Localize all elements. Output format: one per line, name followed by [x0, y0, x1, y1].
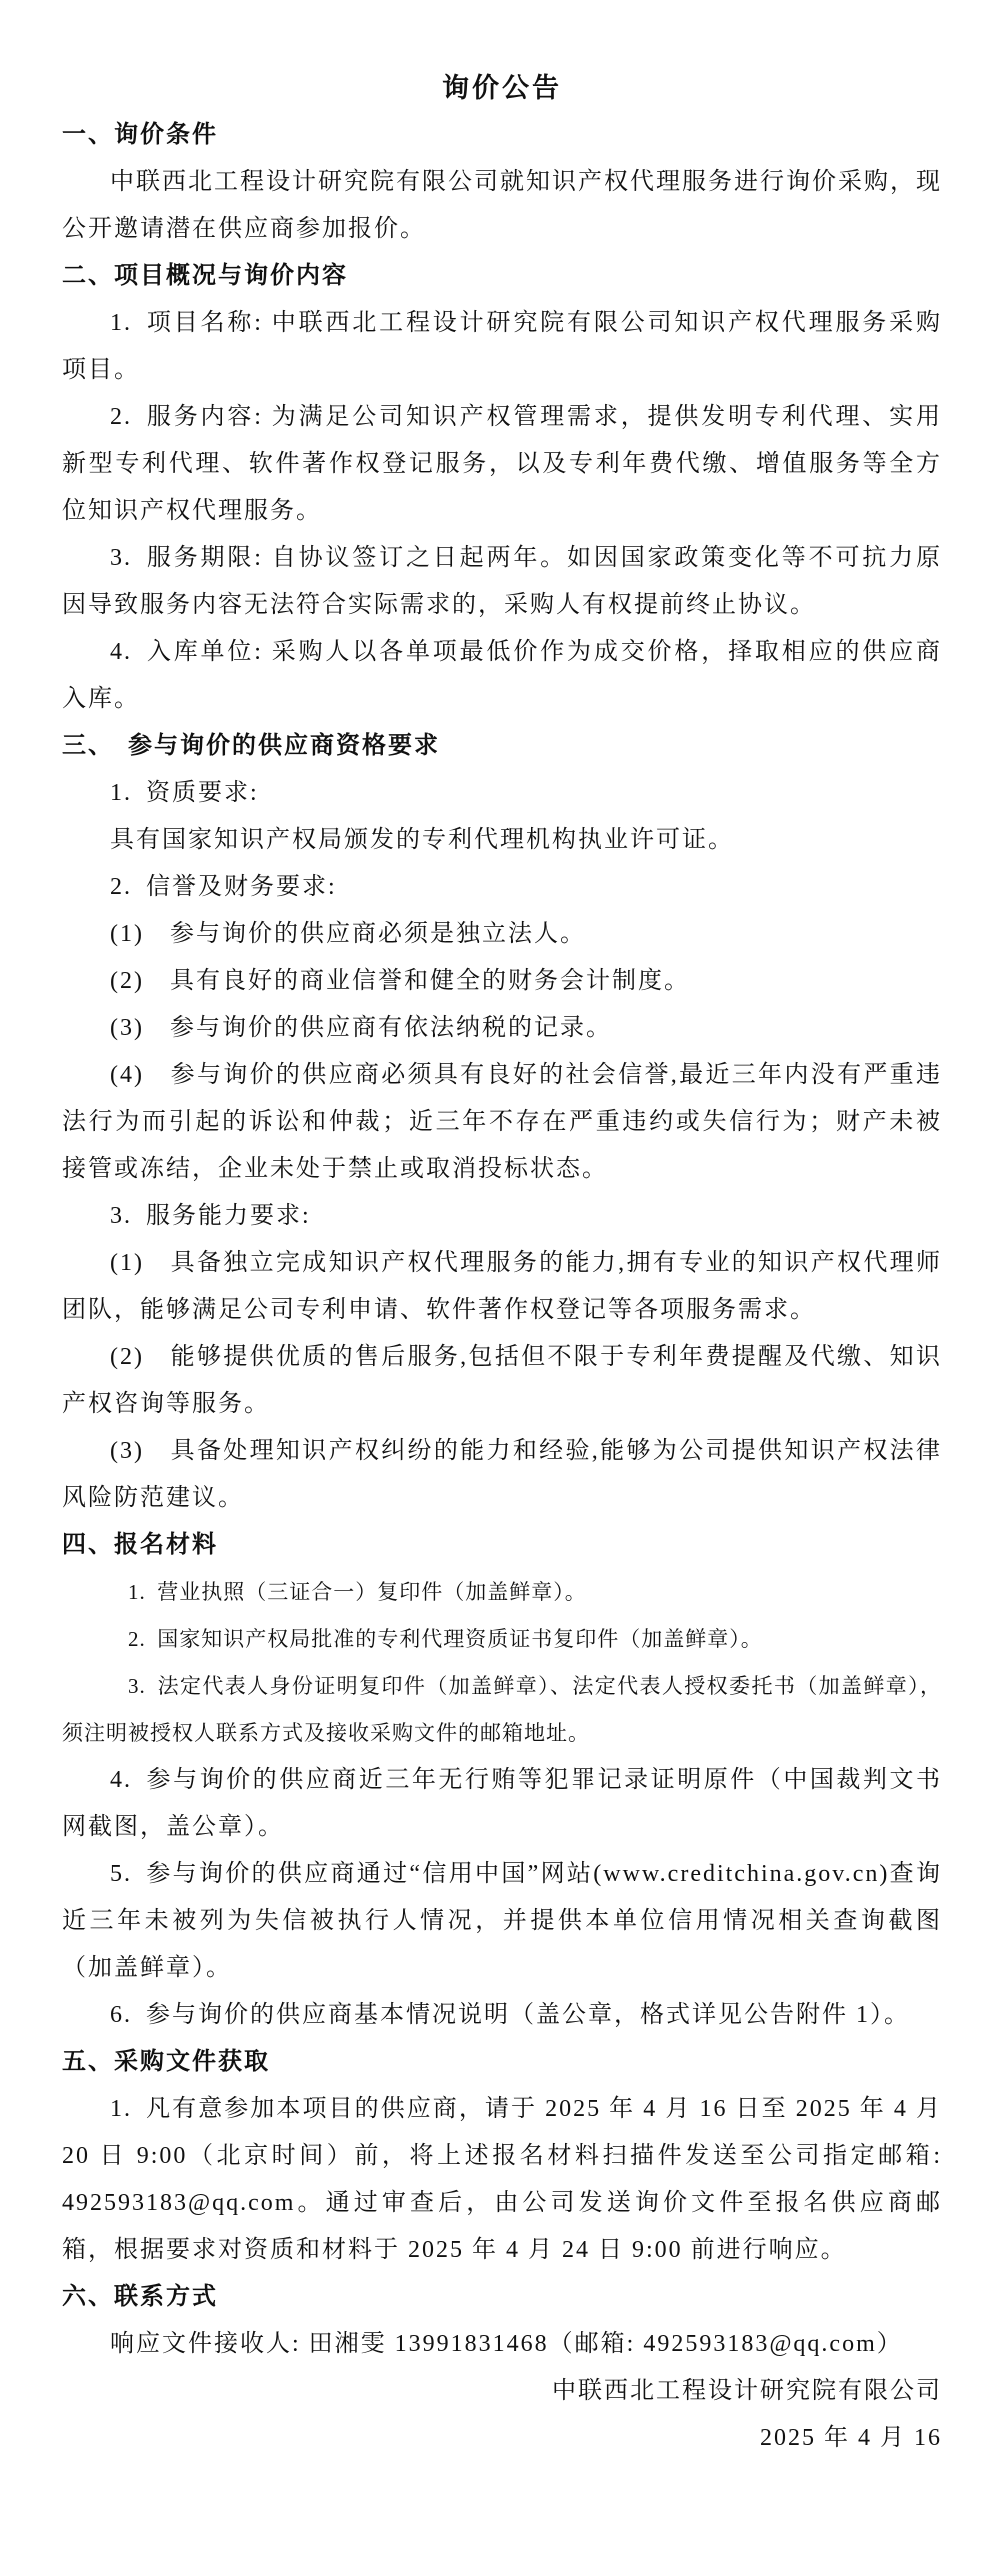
- paragraph: 1. 凡有意参加本项目的供应商，请于 2025 年 4 月 16 日至 2025 年 4 月 20 日 9:00（北京时间）前，将上述报名材料扫描件发送至公司指定邮箱: 492593183@qq.com。通过审查后，由公司发送询价文件至报名供应商邮箱，根据要求对资质和材料于 2025 年 4 月 24 日 9:00 前进行响应。: [62, 2096, 942, 2263]
- fine-print-item: 1. 营业执照（三证合一）复印件（加盖鲜章）。: [128, 1580, 587, 1604]
- paragraph: 6. 参与询价的供应商基本情况说明（盖公章，格式详见公告附件 1）。: [110, 2002, 910, 2028]
- paragraph: 2. 服务内容: 为满足公司知识产权管理需求，提供发明专利代理、实用新型专利代理、软件著作权登记服务，以及专利年费代缴、增值服务等全方位知识产权代理服务。: [62, 404, 942, 524]
- paragraph: 响应文件接收人: 田湘雯 13991831468（邮箱: 492593183@qq.com）: [110, 2331, 903, 2357]
- paragraph: 3. 服务期限: 自协议签订之日起两年。如因国家政策变化等不可抗力原因导致服务内容无法符合实际需求的，采购人有权提前终止协议。: [62, 545, 942, 618]
- paragraph: (2) 具有良好的商业信誉和健全的财务会计制度。: [110, 968, 690, 994]
- company-signature-line: 中联西北工程设计研究院有限公司: [552, 2378, 942, 2404]
- paragraph: 4. 入库单位: 采购人以各单项最低价作为成交价格，择取相应的供应商入库。: [62, 639, 942, 712]
- section-heading: 一、询价条件: [62, 122, 218, 148]
- fine-print-item: 2. 国家知识产权局批准的专利代理资质证书复印件（加盖鲜章）。: [128, 1627, 763, 1651]
- paragraph: (1) 具备独立完成知识产权代理服务的能力,拥有专业的知识产权代理师团队，能够满足公司专利申请、软件著作权登记等各项服务需求。: [62, 1250, 942, 1323]
- paragraph: 1. 项目名称: 中联西北工程设计研究院有限公司知识产权代理服务采购项目。: [62, 310, 942, 383]
- paragraph: 3. 服务能力要求:: [110, 1203, 311, 1229]
- doc-body: [62, 112, 942, 2462]
- paragraph: 具有国家知识产权局颁发的专利代理机构执业许可证。: [110, 827, 734, 853]
- section-heading: 三、 参与询价的供应商资格要求: [62, 733, 440, 759]
- paragraph: 1. 资质要求:: [110, 780, 259, 806]
- section-heading: 四、报名材料: [62, 1532, 218, 1558]
- paragraph: (2) 能够提供优质的售后服务,包括但不限于专利年费提醒及代缴、知识产权咨询等服务。: [62, 1344, 942, 1417]
- paragraph: 5. 参与询价的供应商通过“信用中国”网站(www.creditchina.gov.cn)查询近三年未被列为失信被执行人情况，并提供本单位信用情况相关查询截图（加盖鲜章）。: [62, 1861, 942, 1981]
- paragraph: (3) 参与询价的供应商有依法纳税的记录。: [110, 1015, 612, 1041]
- section-heading: 二、项目概况与询价内容: [62, 263, 348, 289]
- paragraph: (4) 参与询价的供应商必须具有良好的社会信誉,最近三年内没有严重违法行为而引起的诉讼和仲裁；近三年不存在严重违约或失信行为；财产未被接管或冻结，企业未处于禁止或取消投标状态。: [62, 1062, 942, 1182]
- paragraph: 中联西北工程设计研究院有限公司就知识产权代理服务进行询价采购，现公开邀请潜在供应商参加报价。: [62, 169, 942, 242]
- doc-title: 询价公告: [442, 73, 562, 103]
- fine-print-item: 3. 法定代表人身份证明复印件（加盖鲜章）、法定代表人授权委托书（加盖鲜章），须注明被授权人联系方式及接收采购文件的邮箱地址。: [62, 1674, 942, 1745]
- date-line: 2025 年 4 月 16: [760, 2425, 942, 2451]
- section-heading: 六、联系方式: [62, 2284, 218, 2310]
- paragraph: (1) 参与询价的供应商必须是独立法人。: [110, 921, 586, 947]
- section-heading: 五、采购文件获取: [62, 2049, 270, 2075]
- paragraph: (3) 具备处理知识产权纠纷的能力和经验,能够为公司提供知识产权法律风险防范建议。: [62, 1438, 942, 1511]
- paragraph: 4. 参与询价的供应商近三年无行贿等犯罪记录证明原件（中国裁判文书网截图，盖公章）。: [62, 1767, 942, 1840]
- paragraph: 2. 信誉及财务要求:: [110, 874, 337, 900]
